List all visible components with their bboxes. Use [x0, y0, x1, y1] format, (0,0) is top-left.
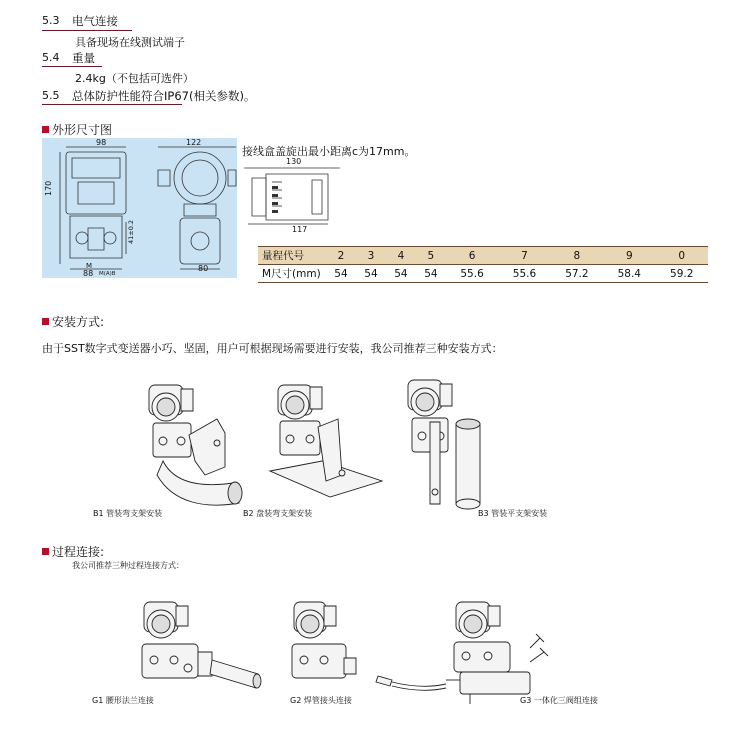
section-5-3-number: 5.3 [42, 14, 60, 27]
section-5-4-number: 5.4 [42, 51, 60, 64]
process-header-text: 过程连接: [52, 545, 105, 559]
section-5-5-number: 5.5 [42, 89, 60, 102]
range-code-cell: 4 [386, 247, 416, 265]
range-value-cell: 55.6 [446, 265, 498, 283]
section-5-5-title: 总体防护性能符合IP67(相关参数)。 [72, 89, 256, 103]
range-code-table [258, 246, 708, 283]
b2-caption: B2 盘装弯支架安装 [243, 509, 313, 518]
range-value-cell: 59.2 [656, 265, 709, 283]
process-intro: 我公司推荐三种过程连接方式： [72, 561, 184, 570]
range-code-cell: 7 [498, 247, 550, 265]
range-code-cell: 2 [326, 247, 356, 265]
dim-label-122: 122 [186, 138, 202, 147]
dim-label-117: 117 [292, 225, 308, 234]
dimension-drawing-panel [42, 138, 237, 278]
section-5-3-desc: 具备现场在线测试端子 [75, 36, 185, 49]
installation-intro: 由于SST数字式变送器小巧、坚固，用户可根据现场需要进行安装，我公司推荐三种安装方式： [42, 342, 503, 355]
section-5-5-rule [42, 104, 182, 105]
section-5-4-title: 重量 [72, 51, 95, 65]
process-header [42, 543, 104, 560]
installation-header-text: 安装方式: [52, 315, 105, 329]
dim-label-98: 98 [96, 138, 107, 147]
range-code-cell: 0 [656, 247, 709, 265]
range-value-cell: 58.4 [603, 265, 655, 283]
g3-three-valve-manifold-illustration [440, 598, 560, 706]
b3-caption: B3 管装平支架安装 [478, 509, 548, 518]
range-value-cell: 54 [416, 265, 446, 283]
dim-label-41: 41±0.2 [127, 219, 135, 244]
range-value-cell: 54 [326, 265, 356, 283]
range-code-cell: 8 [551, 247, 603, 265]
dim-label-170: 170 [44, 180, 53, 196]
dim-label-m: M [86, 262, 93, 270]
range-value-cell: 57.2 [551, 265, 603, 283]
g2-caption: G2 焊管接头连接 [290, 696, 352, 705]
range-value-cell: 54 [386, 265, 416, 283]
range-value-cell: 54 [356, 265, 386, 283]
dimensions-header [42, 121, 112, 138]
bullet-square-icon [42, 318, 49, 325]
section-5-3-rule [42, 30, 132, 31]
b2-panel-bent-bracket-illustration [262, 375, 387, 510]
range-header-label: 量程代号 [258, 247, 326, 265]
range-value-cell: 55.6 [498, 265, 550, 283]
transmitter-outline-drawing [42, 138, 237, 278]
g1-oval-flange-illustration [136, 598, 266, 696]
b1-pipe-bent-bracket-illustration [135, 375, 250, 510]
g1-caption: G1 腰形法兰连接 [92, 696, 154, 705]
dim-label-88: 88 [83, 269, 94, 278]
cover-clearance-note: 接线盒盖旋出最小距离c为17mm。 [242, 145, 416, 158]
range-code-cell: 3 [356, 247, 386, 265]
section-5-4-rule [42, 66, 102, 67]
dim-label-mab: M(A)B [99, 271, 116, 277]
range-row-label: M尺寸(mm) [258, 265, 326, 283]
terminal-box-drawing [242, 166, 342, 228]
b1-caption: B1 管装弯支架安装 [93, 509, 163, 518]
dimensions-header-text: 外形尺寸图 [52, 123, 113, 137]
range-table-header-row [258, 247, 708, 265]
section-5-4-desc: 2.4kg（不包括可选件） [75, 72, 194, 85]
installation-header [42, 313, 104, 330]
range-table-value-row [258, 265, 708, 283]
dim-label-130: 130 [286, 157, 302, 166]
g2-weld-fitting-illustration [288, 598, 448, 698]
bullet-square-icon [42, 548, 49, 555]
bullet-square-icon [42, 126, 49, 133]
range-code-cell: 6 [446, 247, 498, 265]
range-code-cell: 5 [416, 247, 446, 265]
g3-caption: G3 一体化三阀组连接 [520, 696, 598, 705]
range-code-cell: 9 [603, 247, 655, 265]
dim-label-80: 80 [198, 264, 209, 273]
b3-pipe-flat-bracket-illustration [400, 372, 500, 512]
section-5-3-title: 电气连接 [72, 14, 118, 28]
